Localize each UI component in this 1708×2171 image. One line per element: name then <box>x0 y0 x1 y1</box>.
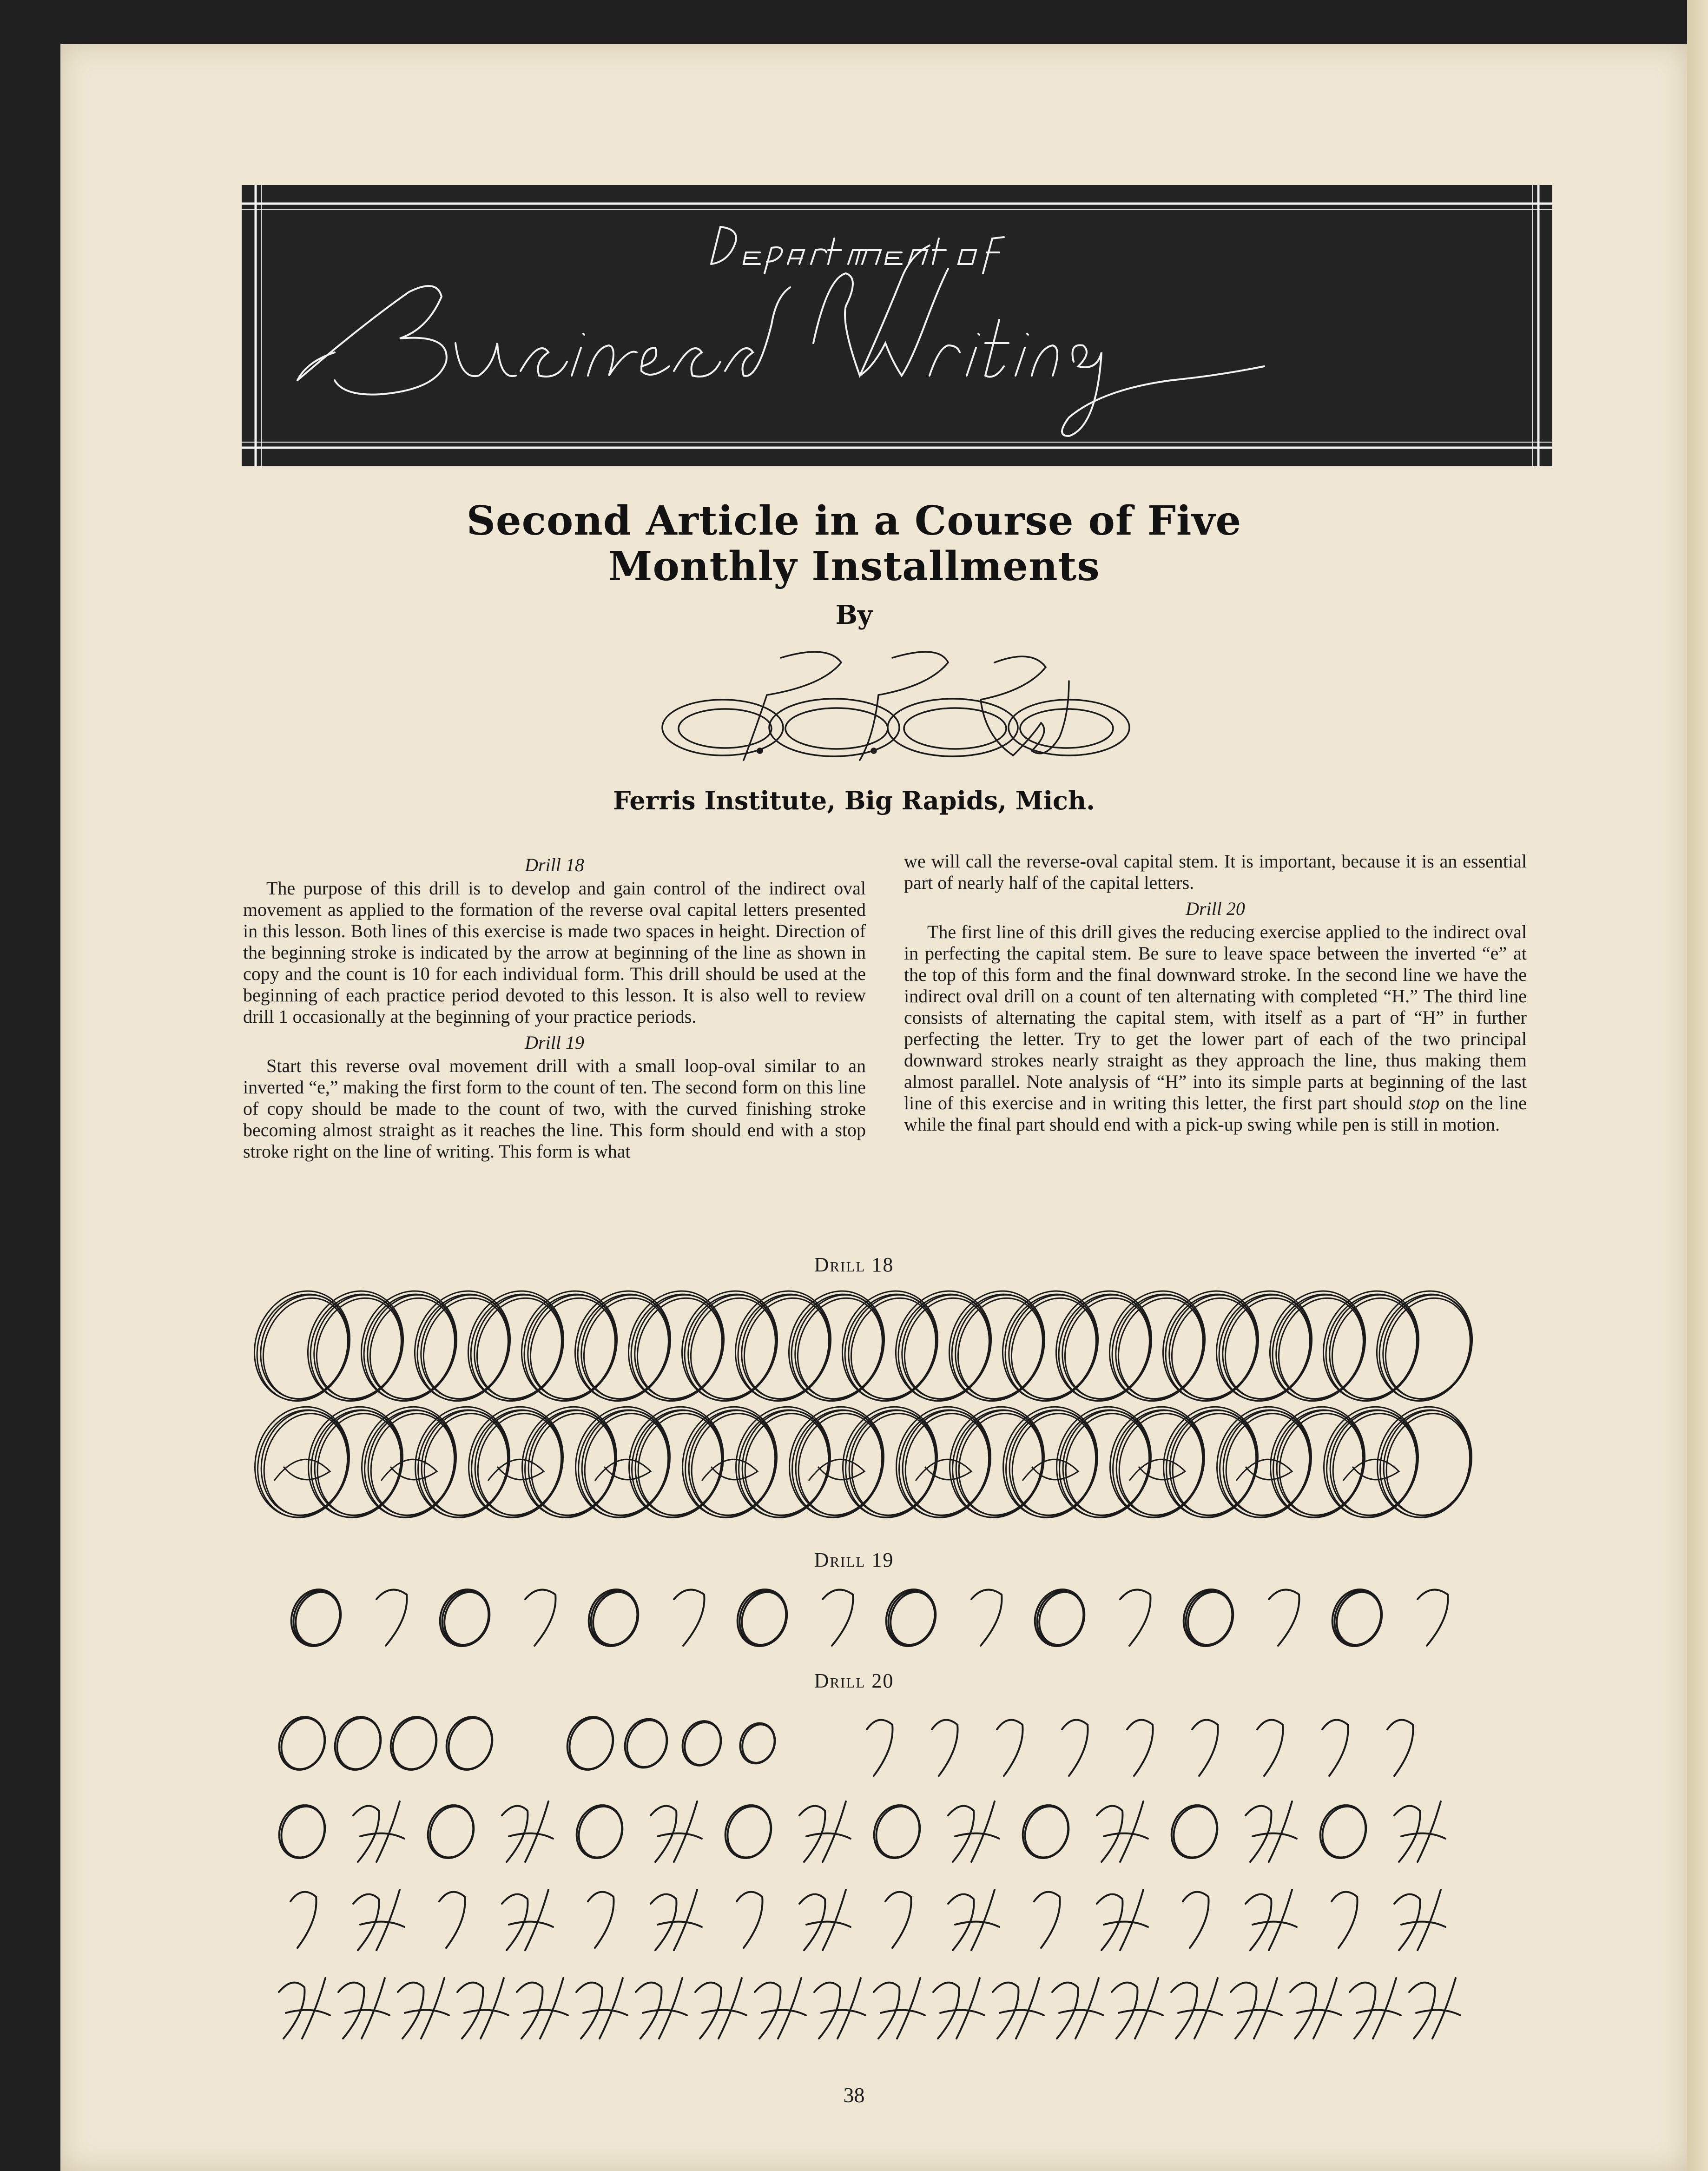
facing-page-edge <box>1687 0 1708 2171</box>
drill19-heading: Drill 19 <box>525 1032 584 1053</box>
drill20-H <box>1112 1978 1163 2039</box>
drill20-H <box>1350 1978 1401 2039</box>
drill20-oval <box>720 1800 778 1864</box>
drill20-stem <box>1332 1892 1358 1948</box>
drill20-H <box>1290 1978 1341 2039</box>
article-title-line2: Monthly Installments <box>608 543 1100 590</box>
drill18-loop <box>1236 1459 1292 1481</box>
drill18-oval <box>1365 1396 1484 1528</box>
left-column <box>243 851 866 1167</box>
drill18-loop <box>595 1459 651 1481</box>
drill20-stem <box>1127 1720 1153 1776</box>
drill18-paragraph: The purpose of this drill is to develop and gain control of the indirect oval movement as applied to the formation of the reverse oval capital letters presented in this lesson. Both lines of this exercise is made two spaces in height. Direction of the beginning stroke is indicated by the arrow at beginning of the line as shown in copy and the count is 10 for each individual form. This drill should be used at the beginning of each practice period devoted to this lesson. It is also well to review drill 1 occasionally at the beginning of your practice periods. <box>243 878 866 1027</box>
drill20-H <box>1097 1890 1148 1950</box>
drill20-H <box>651 1890 702 1950</box>
drill20-H <box>814 1978 865 2039</box>
drill20-H <box>338 1978 389 2039</box>
drill18-loop <box>702 1459 758 1481</box>
drill20-H <box>279 1978 330 2039</box>
department-banner <box>242 185 1552 466</box>
drill20-stem <box>290 1892 317 1948</box>
drill18-oval <box>1108 1404 1213 1525</box>
drill18-oval <box>251 1283 363 1411</box>
drill20-text-part1: The first line of this drill gives the reducing exercise applied to the indirect oval in perfecting the capital stem. Be sure to leave space between the inverted “e” at the top of this form and the final downward stroke. In the second line we have the indirect oval drill on a count of ten alternating with completed “H.” The third line consists of alternating the capital stem, with itself as a part of “H” in further perfecting the letter. Try to get the lower part of each of the two principal downward strokes nearly straight as they approach the line, thus making them almost parallel. Note analysis of “H” into its simple parts at beginning of the last line of this exercise and in writing this letter, the first part should <box>904 921 1527 1113</box>
drill20-stem <box>867 1720 893 1776</box>
drill20-stop-word: stop <box>1408 1092 1440 1113</box>
page-number: 38 <box>843 2083 865 2107</box>
drill20-H <box>799 1801 851 1862</box>
drill18-oval <box>1154 1400 1269 1528</box>
drill18-loop <box>488 1459 544 1481</box>
drill20-H <box>517 1978 568 2039</box>
drill20-H <box>799 1890 851 1950</box>
continuation-paragraph: we will call the reverse-oval capital stem. It is important, because it is an essential part of nearly half of the capital letters. <box>904 851 1527 893</box>
byline: By <box>835 600 873 630</box>
drill18-oval <box>513 1400 627 1528</box>
drill20-H <box>874 1978 925 2039</box>
drill18-oval <box>353 1400 467 1528</box>
drill20-H <box>948 1801 999 1862</box>
author-affiliation: Ferris Institute, Big Rapids, Mich. <box>613 786 1095 815</box>
right-column <box>904 851 1527 1140</box>
drill20-stem <box>997 1720 1023 1776</box>
drill20-oval <box>274 1712 331 1775</box>
drill20-H <box>948 1890 999 1950</box>
drill20-H <box>695 1978 746 2039</box>
drill18-loop <box>274 1459 330 1481</box>
drill20-H <box>353 1801 404 1862</box>
drill20-stem <box>932 1720 958 1776</box>
drill19-stem <box>525 1590 555 1646</box>
banner-artwork <box>242 185 1552 466</box>
drill19-stem <box>1120 1590 1150 1646</box>
drill18-oval <box>1261 1400 1376 1528</box>
drill18-oval <box>1315 1400 1429 1528</box>
drill20-H <box>457 1978 508 2039</box>
drill18-oval <box>253 1404 358 1525</box>
drill18-oval <box>574 1404 679 1525</box>
drill20-H <box>1394 1801 1445 1862</box>
drill20-stem <box>737 1892 763 1948</box>
drill18-oval <box>1215 1404 1320 1525</box>
drill20-H <box>398 1978 449 2039</box>
drill18-loop <box>381 1459 437 1481</box>
drill19-stem <box>376 1590 407 1646</box>
drill19-oval <box>1032 1586 1091 1651</box>
drill20-H <box>1246 1801 1297 1862</box>
drill20-H <box>1409 1978 1460 2039</box>
drill20-stem <box>588 1892 614 1948</box>
drill18-oval <box>251 1286 362 1411</box>
drill18-oval <box>1001 1404 1107 1525</box>
drill18-oval <box>1322 1404 1427 1525</box>
drill20-oval <box>572 1800 629 1864</box>
drill18-heading: Drill 18 <box>525 854 584 875</box>
drill20-oval <box>442 1712 499 1775</box>
drill20-stem <box>1062 1720 1088 1776</box>
drill18-loop <box>809 1459 864 1481</box>
drill19-paragraph: Start this reverse oval movement drill with a small loop-oval similar to an inverted “e,” making the first form to the count of ten. The second form on this line of copy should be made to the count of two, with the curved finishing stroke becoming almost straight as it reaches the line. This form should end with a stop stroke right on the line of writing. This form is what <box>243 1055 866 1162</box>
drill20-H <box>636 1978 687 2039</box>
drill18-loop <box>1343 1459 1399 1481</box>
drill20-H <box>1052 1978 1103 2039</box>
drill19-stem <box>823 1590 853 1646</box>
drill20-plate-label: Drill 20 <box>814 1669 894 1692</box>
drill20-text-part2: on the line while the final part should end with a pick-up swing while pen is still in motion. <box>904 1092 1527 1135</box>
drill20-stem <box>1387 1720 1413 1776</box>
drill20-H <box>1394 1890 1445 1950</box>
drill20-stem <box>1192 1720 1218 1776</box>
drill19-oval <box>586 1586 645 1651</box>
drill18-oval <box>787 1404 893 1525</box>
drill19-stem <box>1418 1590 1448 1646</box>
drill20-oval <box>1018 1800 1075 1864</box>
drill20-H <box>933 1978 984 2039</box>
drill20-oval <box>386 1712 443 1775</box>
drill18-oval <box>673 1400 788 1528</box>
drill20-oval <box>1315 1800 1372 1864</box>
drill20-H <box>1097 1801 1148 1862</box>
drill19-oval <box>735 1586 793 1651</box>
drill18-oval <box>467 1404 572 1525</box>
drill20-oval <box>679 1717 726 1770</box>
drill18-oval <box>299 1400 414 1528</box>
drill20-H <box>1171 1978 1222 2039</box>
drill18-oval <box>1101 1400 1215 1528</box>
drill18-oval <box>567 1400 681 1528</box>
drill20-oval <box>423 1800 480 1864</box>
drill18-plate-label: Drill 18 <box>814 1253 894 1276</box>
drill19-stem <box>1269 1590 1299 1646</box>
drill20-oval <box>562 1712 620 1775</box>
drill20-H <box>502 1801 553 1862</box>
drill19-plate <box>288 1581 1478 1655</box>
drill18-oval <box>941 1400 1055 1528</box>
drill20-plate <box>274 1701 1483 2064</box>
drill18-loop <box>1022 1459 1078 1481</box>
drill20-H <box>1246 1890 1297 1950</box>
drill20-H <box>1231 1978 1282 2039</box>
drill20-oval <box>869 1800 926 1864</box>
drill18-loop <box>1129 1459 1185 1481</box>
drill20-H <box>755 1978 806 2039</box>
drill19-oval <box>1330 1586 1388 1651</box>
drill20-stem <box>1034 1892 1060 1948</box>
drill20-oval <box>737 1720 780 1767</box>
drill20-paragraph <box>904 921 1527 1135</box>
drill18-oval <box>887 1400 1002 1528</box>
drill20-stem <box>885 1892 911 1948</box>
drill20-oval <box>274 1800 331 1864</box>
drill18-oval <box>406 1400 521 1528</box>
drill19-plate-label: Drill 19 <box>814 1549 894 1571</box>
drill18-loop <box>916 1459 971 1481</box>
author-signature <box>660 644 1134 783</box>
drill19-oval <box>884 1586 942 1651</box>
drill19-oval <box>289 1586 347 1651</box>
drill20-H <box>651 1801 702 1862</box>
drill20-stem <box>1257 1720 1283 1776</box>
drill18-oval <box>251 1396 362 1528</box>
drill19-oval <box>437 1586 496 1651</box>
drill20-heading: Drill 20 <box>1186 898 1245 919</box>
drill18-oval <box>680 1404 786 1525</box>
drill20-oval <box>621 1714 673 1773</box>
drill18-oval <box>1362 1283 1487 1414</box>
drill20-stem <box>439 1892 465 1948</box>
drill18-oval <box>834 1400 948 1528</box>
drill18-oval <box>620 1400 734 1528</box>
drill18-oval <box>727 1400 841 1528</box>
drill20-H <box>576 1978 627 2039</box>
drill18-oval <box>460 1400 574 1528</box>
drill18-oval <box>894 1404 1000 1525</box>
drill20-H <box>993 1978 1044 2039</box>
drill18-oval <box>1048 1400 1162 1528</box>
drill19-oval <box>1181 1586 1240 1651</box>
drill18-oval <box>1208 1400 1322 1528</box>
drill18-oval <box>1368 1400 1483 1528</box>
drill20-H <box>353 1890 404 1950</box>
drill18-oval <box>780 1400 895 1528</box>
drill18-oval <box>994 1400 1108 1528</box>
drill20-oval <box>330 1712 387 1775</box>
drill18-plate <box>251 1283 1524 1543</box>
drill18-oval <box>360 1404 465 1525</box>
drill20-stem <box>1322 1720 1348 1776</box>
drill20-stem <box>1183 1892 1209 1948</box>
drill19-stem <box>674 1590 704 1646</box>
drill20-H <box>502 1890 553 1950</box>
drill20-oval <box>1167 1800 1224 1864</box>
drill19-stem <box>971 1590 1002 1646</box>
article-title-line1: Second Article in a Course of Five <box>466 497 1242 544</box>
